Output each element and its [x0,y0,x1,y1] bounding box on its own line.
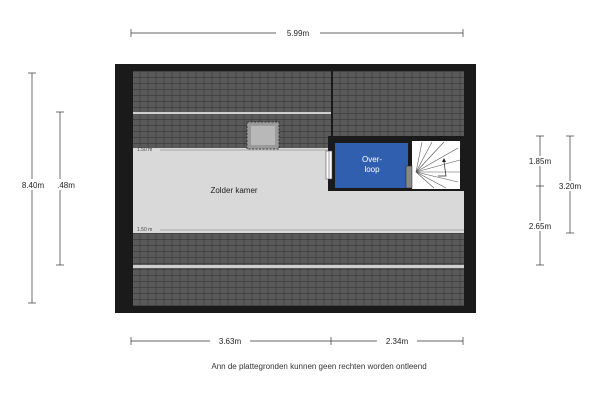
dimension-top-width [131,28,463,38]
dimension-label-top: 5.99m [286,29,310,38]
dimension-label-bottom-left: 3.63m [218,337,242,346]
room-label-landing-2: loop [364,165,380,174]
staircase-area [412,141,460,189]
roof-slope-top-left [133,71,331,112]
roof-slope-top-right [333,71,464,136]
room-label-landing-1: Over- [362,155,382,164]
height-label-upper: 1.50 m [137,147,153,153]
roof-slope-lower [133,233,464,265]
room-label-attic: Zolder kamer [210,186,258,195]
dimension-label-right-total: 3.20m [558,182,582,191]
dimension-label-right-upper: 1.85m [528,157,552,166]
dimension-label-left-outer: 8.40m [21,181,45,190]
dimension-label-right-lower: 2.65m [528,222,552,231]
dimension-bottom [131,336,463,346]
dimension-label-left-inner: .48m [57,181,75,190]
dimension-right [522,136,588,265]
skylight [247,122,279,149]
dimension-left [8,73,78,303]
roof-slope-bottom [133,268,464,306]
height-label-lower: 1.50 m [137,227,153,233]
dimension-label-bottom-right: 2.34m [385,337,409,346]
stair-railing [406,166,412,188]
disclaimer-text: Ann de plattegronden kunnen geen rechten worden ontleend [211,362,427,371]
roof-slope-upper-left [133,114,331,148]
